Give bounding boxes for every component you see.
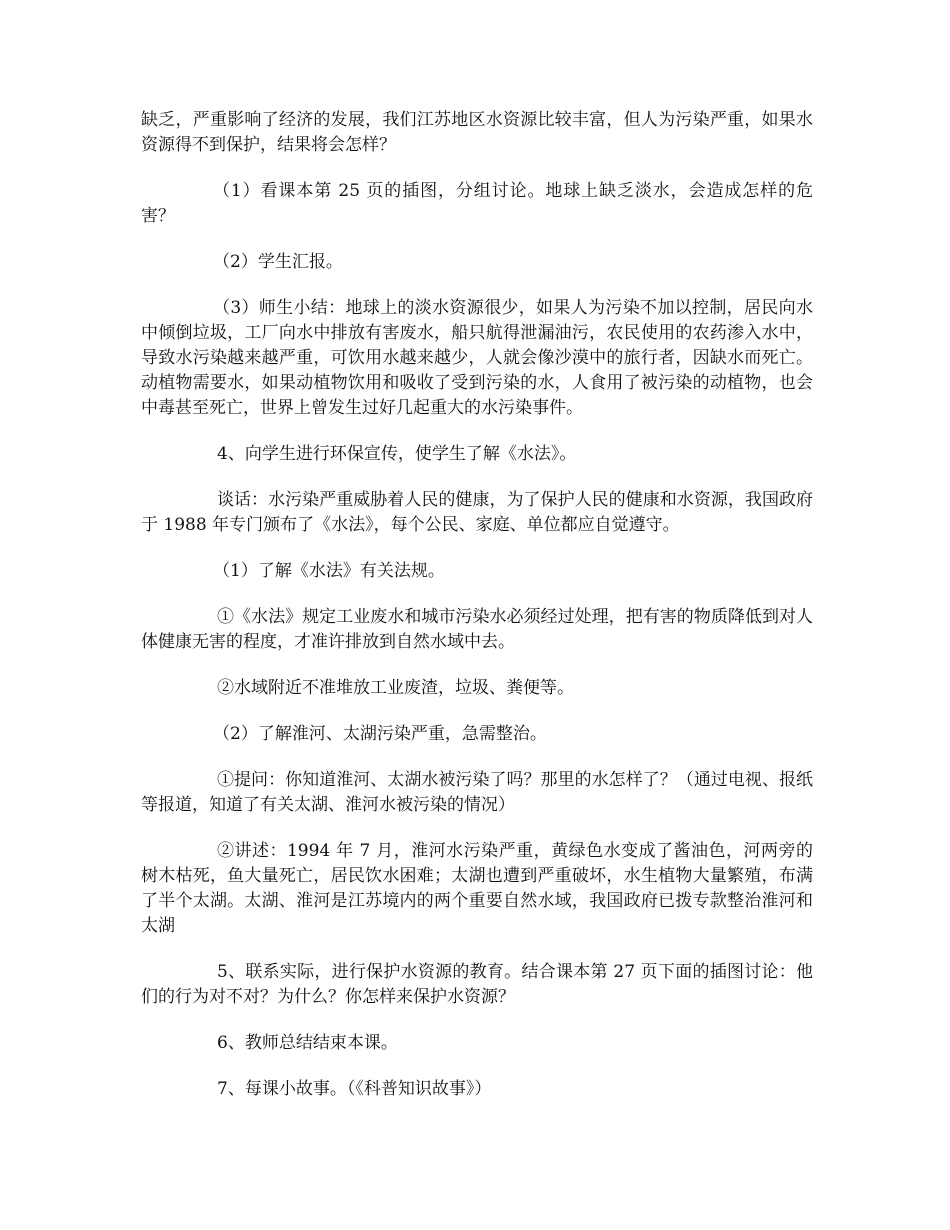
paragraph-rule-1: ①《水法》规定工业废水和城市污染水必须经过处理，把有害的物质降低到对人体健康无害的程度，才准许排放到自然水域中去。 [141, 607, 813, 652]
paragraph-question: ①提问：你知道淮河、太湖水被污染了吗？那里的水怎样了？（通过电视、报纸等报道，知道了有关太湖、淮河水被污染的情况） [141, 770, 813, 815]
document-body [141, 108, 813, 1123]
paragraph-water-shortage-intro: 缺乏，严重影响了经济的发展，我们江苏地区水资源比较丰富，但人为污染严重，如果水资源得不到保护，结果将会怎样？ [141, 110, 813, 155]
paragraph-section-5: 5、联系实际，进行保护水资源的教育。结合课本第 27 页下面的插图讨论：他们的行为对不对？为什么？你怎样来保护水资源？ [141, 962, 813, 1007]
paragraph-section-7: 7、每课小故事。（《科普知识故事》） [217, 1079, 492, 1099]
paragraph-talk: 谈话：水污染严重威胁着人民的健康，为了保护人民的健康和水资源，我国政府于 1988 年专门颁布了《水法》，每个公民、家庭、单位都应自觉遵守。 [141, 490, 813, 535]
paragraph-pollution-heading: （2）了解淮河、太湖污染严重，急需整治。 [213, 724, 547, 744]
paragraph-student-report: （2）学生汇报。 [213, 252, 343, 272]
paragraph-section-6: 6、教师总结结束本课。 [217, 1033, 398, 1053]
paragraph-summary: （3）师生小结：地球上的淡水资源很少，如果人为污染不加以控制，居民向水中倾倒垃圾，工厂向水中排放有害废水，船只航得泄漏油污，农民使用的农药渗入水中，导致水污染越来越严重，可饮用水越来越少，人就会像沙漠中的旅行者，因缺水而死亡。动植物需要水，如果动植物饮用和吸收了受到污染的水，人食用了被污染的动植物，也会中毒甚至死亡，世界上曾发生过好几起重大的水污染事件。 [141, 298, 813, 418]
paragraph-section-4-heading: 4、向学生进行环保宣传，使学生了解《水法》。 [217, 444, 577, 464]
paragraph-narration: ②讲述：1994 年 7 月，淮河水污染严重，黄绿色水变成了酱油色，河两旁的树木枯死，鱼大量死亡，居民饮水困难；太湖也遭到严重破坏，水生植物大量繁殖，布满了半个太湖。太湖、淮河是江苏境内的两个重要自然水域，我国政府已拨专款整治淮河和太湖 [141, 841, 813, 936]
paragraph-rule-2: ②水域附近不准堆放工业废渣，垃圾、粪便等。 [217, 678, 574, 698]
paragraph-water-law-rules: （1）了解《水法》有关法规。 [213, 561, 445, 581]
paragraph-discussion-step-1: （1）看课本第 25 页的插图，分组讨论。地球上缺乏淡水，会造成怎样的危害？ [141, 181, 813, 226]
